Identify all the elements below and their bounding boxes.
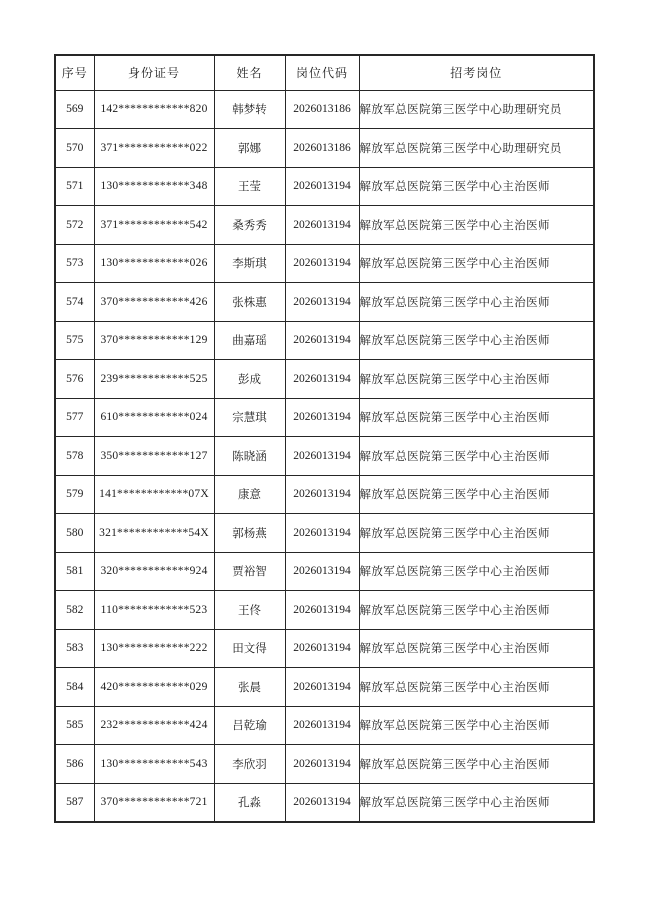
table-row	[55, 360, 594, 399]
cell-id-number: 371************022	[94, 129, 214, 168]
cell-seq: 571	[55, 167, 94, 206]
table-row	[55, 244, 594, 283]
cell-id-number: 130************348	[94, 167, 214, 206]
cell-id-number: 321************54X	[94, 514, 214, 553]
cell-name: 张株惠	[214, 283, 285, 322]
table-row	[55, 668, 594, 707]
cell-name: 陈晓涵	[214, 437, 285, 476]
cell-job-title: 解放军总医院第三医学中心主治医师	[359, 360, 594, 399]
cell-job-title: 解放军总医院第三医学中心主治医师	[359, 283, 594, 322]
cell-seq: 585	[55, 706, 94, 745]
cell-id-number: 232************424	[94, 706, 214, 745]
cell-id-number: 130************026	[94, 244, 214, 283]
cell-job-code: 2026013194	[285, 475, 359, 514]
cell-job-code: 2026013194	[285, 244, 359, 283]
cell-name: 康意	[214, 475, 285, 514]
cell-id-number: 350************127	[94, 437, 214, 476]
cell-name: 李斯琪	[214, 244, 285, 283]
cell-job-title: 解放军总医院第三医学中心主治医师	[359, 206, 594, 245]
header-job-title: 招考岗位	[359, 55, 594, 90]
cell-name: 李欣羽	[214, 745, 285, 784]
cell-id-number: 110************523	[94, 591, 214, 630]
cell-job-title: 解放军总医院第三医学中心主治医师	[359, 321, 594, 360]
cell-seq: 573	[55, 244, 94, 283]
cell-seq: 580	[55, 514, 94, 553]
table-header-row	[55, 55, 594, 90]
table-row	[55, 745, 594, 784]
cell-seq: 574	[55, 283, 94, 322]
cell-job-code: 2026013194	[285, 283, 359, 322]
table-row	[55, 591, 594, 630]
table-row	[55, 514, 594, 553]
cell-name: 张晨	[214, 668, 285, 707]
cell-id-number: 370************129	[94, 321, 214, 360]
cell-seq: 581	[55, 552, 94, 591]
cell-name: 王佟	[214, 591, 285, 630]
table-row	[55, 283, 594, 322]
cell-name: 吕乾瑜	[214, 706, 285, 745]
cell-seq: 579	[55, 475, 94, 514]
table-row	[55, 783, 594, 822]
cell-job-title: 解放军总医院第三医学中心主治医师	[359, 629, 594, 668]
cell-seq: 572	[55, 206, 94, 245]
cell-id-number: 239************525	[94, 360, 214, 399]
cell-seq: 569	[55, 90, 94, 129]
cell-job-code: 2026013194	[285, 706, 359, 745]
cell-name: 贾裕智	[214, 552, 285, 591]
header-seq: 序号	[55, 55, 94, 90]
cell-id-number: 141************07X	[94, 475, 214, 514]
table-row	[55, 167, 594, 206]
cell-id-number: 370************426	[94, 283, 214, 322]
recruitment-candidate-table	[54, 54, 595, 823]
cell-job-code: 2026013194	[285, 668, 359, 707]
table-row	[55, 706, 594, 745]
table-row	[55, 552, 594, 591]
table-row	[55, 475, 594, 514]
cell-id-number: 610************024	[94, 398, 214, 437]
cell-job-code: 2026013194	[285, 398, 359, 437]
cell-job-title: 解放军总医院第三医学中心助理研究员	[359, 90, 594, 129]
cell-job-code: 2026013194	[285, 321, 359, 360]
cell-job-title: 解放军总医院第三医学中心主治医师	[359, 706, 594, 745]
cell-seq: 587	[55, 783, 94, 822]
cell-job-code: 2026013194	[285, 591, 359, 630]
cell-job-code: 2026013194	[285, 745, 359, 784]
cell-job-title: 解放军总医院第三医学中心主治医师	[359, 591, 594, 630]
cell-id-number: 320************924	[94, 552, 214, 591]
cell-name: 王莹	[214, 167, 285, 206]
table-row	[55, 629, 594, 668]
cell-id-number: 130************222	[94, 629, 214, 668]
cell-id-number: 371************542	[94, 206, 214, 245]
cell-job-code: 2026013186	[285, 90, 359, 129]
cell-job-title: 解放军总医院第三医学中心主治医师	[359, 437, 594, 476]
table-row	[55, 129, 594, 168]
cell-job-title: 解放军总医院第三医学中心助理研究员	[359, 129, 594, 168]
cell-id-number: 370************721	[94, 783, 214, 822]
cell-name: 孔淼	[214, 783, 285, 822]
cell-job-code: 2026013194	[285, 167, 359, 206]
cell-seq: 586	[55, 745, 94, 784]
cell-job-code: 2026013194	[285, 360, 359, 399]
cell-seq: 570	[55, 129, 94, 168]
cell-id-number: 142************820	[94, 90, 214, 129]
cell-id-number: 130************543	[94, 745, 214, 784]
cell-job-title: 解放军总医院第三医学中心主治医师	[359, 668, 594, 707]
cell-job-title: 解放军总医院第三医学中心主治医师	[359, 552, 594, 591]
cell-job-code: 2026013194	[285, 629, 359, 668]
table-row	[55, 321, 594, 360]
table-row	[55, 90, 594, 129]
cell-job-title: 解放军总医院第三医学中心主治医师	[359, 783, 594, 822]
cell-job-title: 解放军总医院第三医学中心主治医师	[359, 244, 594, 283]
cell-name: 韩梦转	[214, 90, 285, 129]
cell-job-title: 解放军总医院第三医学中心主治医师	[359, 745, 594, 784]
header-id-number: 身份证号	[94, 55, 214, 90]
cell-seq: 576	[55, 360, 94, 399]
header-job-code: 岗位代码	[285, 55, 359, 90]
cell-job-title: 解放军总医院第三医学中心主治医师	[359, 475, 594, 514]
cell-id-number: 420************029	[94, 668, 214, 707]
cell-seq: 577	[55, 398, 94, 437]
cell-job-code: 2026013194	[285, 783, 359, 822]
cell-seq: 584	[55, 668, 94, 707]
cell-job-code: 2026013194	[285, 437, 359, 476]
cell-seq: 583	[55, 629, 94, 668]
cell-name: 郭杨燕	[214, 514, 285, 553]
cell-job-code: 2026013194	[285, 552, 359, 591]
table-row	[55, 437, 594, 476]
cell-name: 曲嘉瑶	[214, 321, 285, 360]
cell-job-code: 2026013194	[285, 514, 359, 553]
cell-job-title: 解放军总医院第三医学中心主治医师	[359, 398, 594, 437]
cell-job-title: 解放军总医院第三医学中心主治医师	[359, 167, 594, 206]
cell-seq: 578	[55, 437, 94, 476]
cell-job-title: 解放军总医院第三医学中心主治医师	[359, 514, 594, 553]
header-name: 姓名	[214, 55, 285, 90]
cell-seq: 575	[55, 321, 94, 360]
cell-job-code: 2026013186	[285, 129, 359, 168]
cell-name: 宗慧琪	[214, 398, 285, 437]
cell-job-code: 2026013194	[285, 206, 359, 245]
cell-name: 郭娜	[214, 129, 285, 168]
table-row	[55, 206, 594, 245]
table-row	[55, 398, 594, 437]
cell-seq: 582	[55, 591, 94, 630]
cell-name: 田文得	[214, 629, 285, 668]
cell-name: 彭成	[214, 360, 285, 399]
cell-name: 桑秀秀	[214, 206, 285, 245]
